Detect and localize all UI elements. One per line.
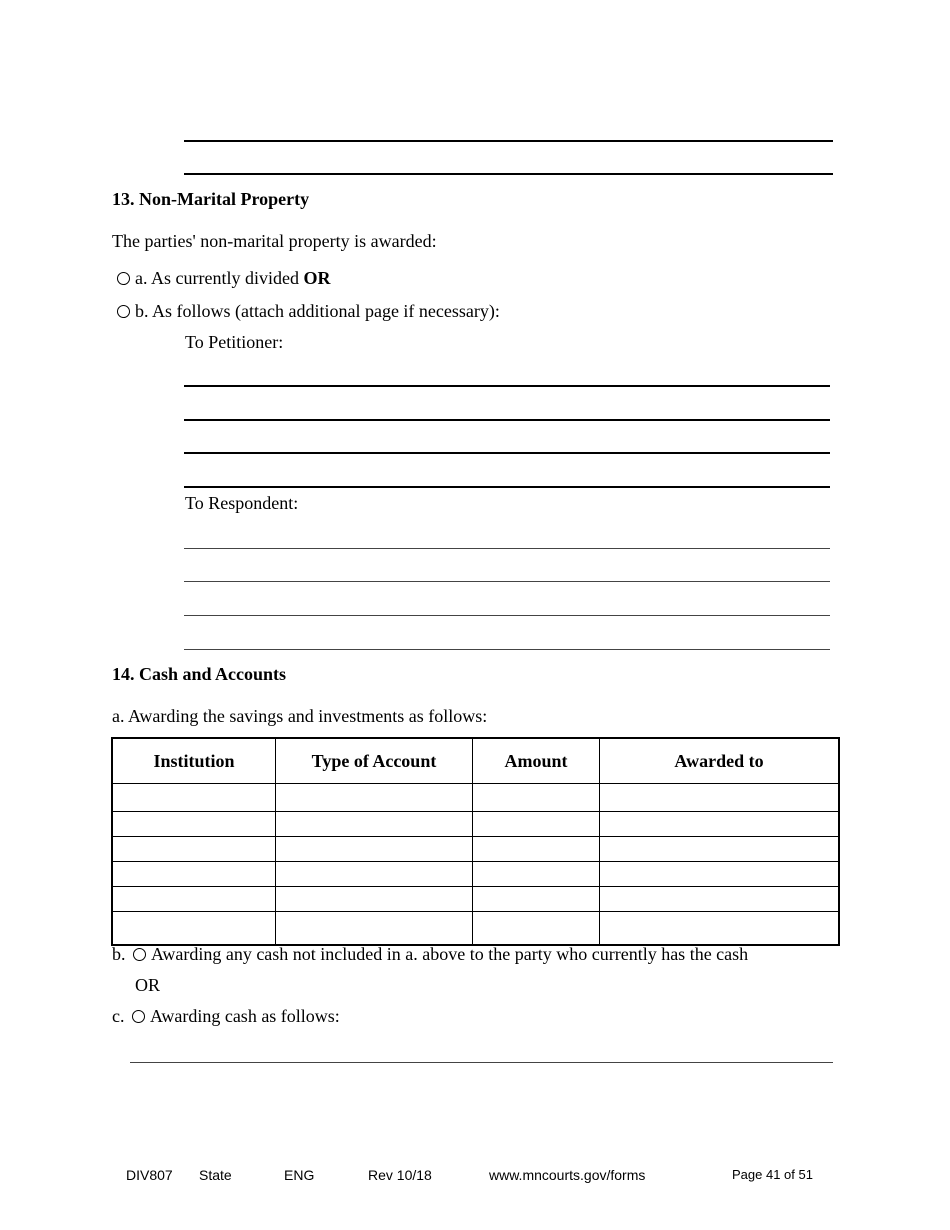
option-a-or: OR [303, 268, 331, 288]
section-13-intro: The parties' non-marital property is awarded: [112, 231, 437, 251]
col-type-of-account: Type of Account [276, 738, 473, 784]
footer-state: State [199, 1167, 232, 1183]
petitioner-line[interactable] [184, 486, 830, 488]
radio-option-a[interactable] [117, 272, 130, 285]
cell-type[interactable] [276, 887, 473, 912]
radio-option-b[interactable] [117, 305, 130, 318]
table-row [112, 837, 839, 862]
cash-option-b-prefix: b. [112, 944, 126, 964]
cash-option-c-label: Awarding cash as follows: [150, 1006, 340, 1026]
respondent-line[interactable] [184, 649, 830, 650]
petitioner-line[interactable] [184, 385, 830, 387]
table-row [112, 887, 839, 912]
cash-option-c-prefix: c. [112, 1006, 125, 1026]
petitioner-line[interactable] [184, 452, 830, 454]
cash-option-b-label: Awarding any cash not included in a. above to the party who currently has the cash [151, 944, 749, 964]
respondent-line[interactable] [184, 548, 830, 549]
respondent-line[interactable] [184, 615, 830, 616]
cell-institution[interactable] [112, 887, 276, 912]
option-b-label: b. As follows (attach additional page if necessary): [135, 301, 500, 321]
respondent-label: To Respondent: [185, 493, 299, 513]
footer-revision: Rev 10/18 [368, 1167, 432, 1183]
footer-form-code: DIV807 [126, 1167, 173, 1183]
section-14-intro: a. Awarding the savings and investments as follows: [112, 706, 488, 726]
cell-amount[interactable] [473, 784, 600, 812]
cash-option-c-row [112, 1006, 340, 1027]
cell-institution[interactable] [112, 862, 276, 887]
cell-awarded-to[interactable] [600, 912, 840, 945]
option-b-row [117, 301, 500, 322]
table-row [112, 862, 839, 887]
cell-awarded-to[interactable] [600, 784, 840, 812]
cell-type[interactable] [276, 912, 473, 945]
radio-cash-option-b[interactable] [133, 948, 146, 961]
cell-amount[interactable] [473, 862, 600, 887]
cell-awarded-to[interactable] [600, 812, 840, 837]
footer-website: www.mncourts.gov/forms [489, 1167, 646, 1183]
cell-type[interactable] [276, 862, 473, 887]
table-row [112, 812, 839, 837]
cell-type[interactable] [276, 812, 473, 837]
cell-amount[interactable] [473, 812, 600, 837]
or-text: OR [135, 975, 161, 995]
col-institution: Institution [112, 738, 276, 784]
blank-line[interactable] [184, 140, 833, 142]
accounts-table [111, 737, 840, 946]
table-row [112, 912, 839, 945]
cell-awarded-to[interactable] [600, 837, 840, 862]
cash-option-b-row [112, 944, 748, 965]
petitioner-label: To Petitioner: [185, 332, 284, 352]
blank-line[interactable] [184, 173, 833, 175]
option-a-row [117, 268, 330, 289]
cell-amount[interactable] [473, 912, 600, 945]
radio-cash-option-c[interactable] [132, 1010, 145, 1023]
cell-amount[interactable] [473, 837, 600, 862]
option-a-label: a. As currently divided [135, 268, 304, 288]
table-row [112, 784, 839, 812]
cell-institution[interactable] [112, 812, 276, 837]
col-amount: Amount [473, 738, 600, 784]
footer-page: Page 41 of 51 [732, 1167, 813, 1182]
cash-line[interactable] [130, 1062, 833, 1063]
cell-awarded-to[interactable] [600, 862, 840, 887]
section-13-heading: 13. Non-Marital Property [112, 189, 310, 209]
section-14-heading: 14. Cash and Accounts [112, 664, 287, 684]
cell-type[interactable] [276, 784, 473, 812]
petitioner-line[interactable] [184, 419, 830, 421]
footer-language: ENG [284, 1167, 315, 1183]
table-header-row [112, 738, 839, 784]
cell-institution[interactable] [112, 837, 276, 862]
cell-type[interactable] [276, 837, 473, 862]
respondent-line[interactable] [184, 581, 830, 582]
cell-awarded-to[interactable] [600, 887, 840, 912]
cell-institution[interactable] [112, 784, 276, 812]
col-awarded-to: Awarded to [600, 738, 840, 784]
cell-amount[interactable] [473, 887, 600, 912]
cell-institution[interactable] [112, 912, 276, 945]
